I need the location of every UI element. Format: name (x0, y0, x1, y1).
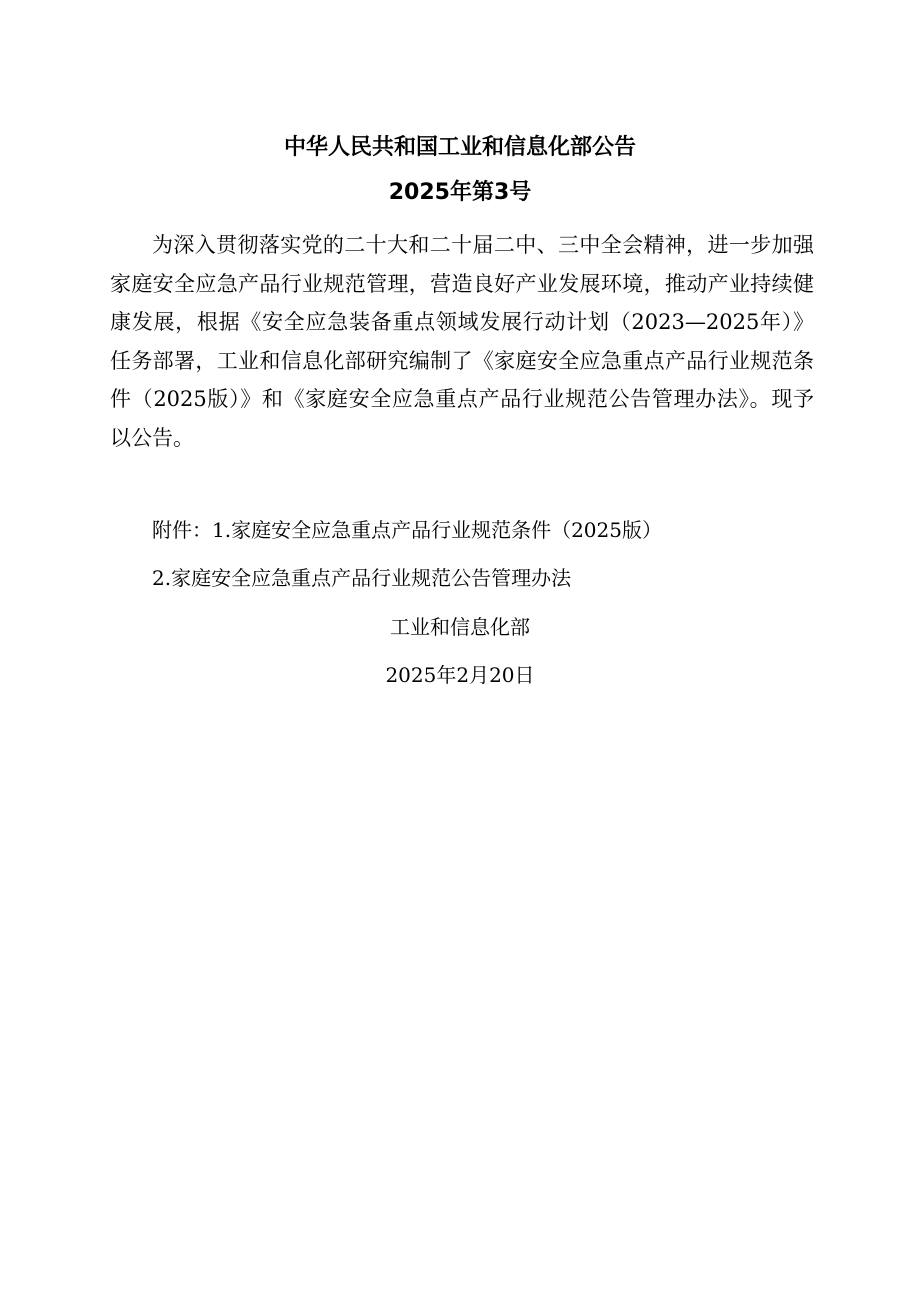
attachment-item-2: 2.家庭安全应急重点产品行业规范公告管理办法 (152, 566, 572, 590)
issuer-signature: 工业和信息化部 (390, 615, 530, 639)
document-title: 中华人民共和国工业和信息化部公告 (283, 135, 636, 160)
issue-date: 2025年2月20日 (385, 663, 535, 687)
attachment-item-1: 附件：1.家庭安全应急重点产品行业规范条件（2025版） (152, 518, 662, 542)
document-number: 2025年第3号 (388, 180, 532, 205)
body-paragraph: 为深入贯彻落实党的二十大和二十届二中、三中全会精神，进一步加强家庭安全应急产品行业规范管理，营造良好产业发展环境，推动产业持续健康发展，根据《安全应急装备重点领域发展行动计划（2023—2025年）》任务部署，工业和信息化部研究编制了《家庭安全应急重点产品行业规范条件（2025版）》和《家庭安全应急重点产品行业规范公告管理办法》。现予以公告。 (110, 233, 814, 450)
